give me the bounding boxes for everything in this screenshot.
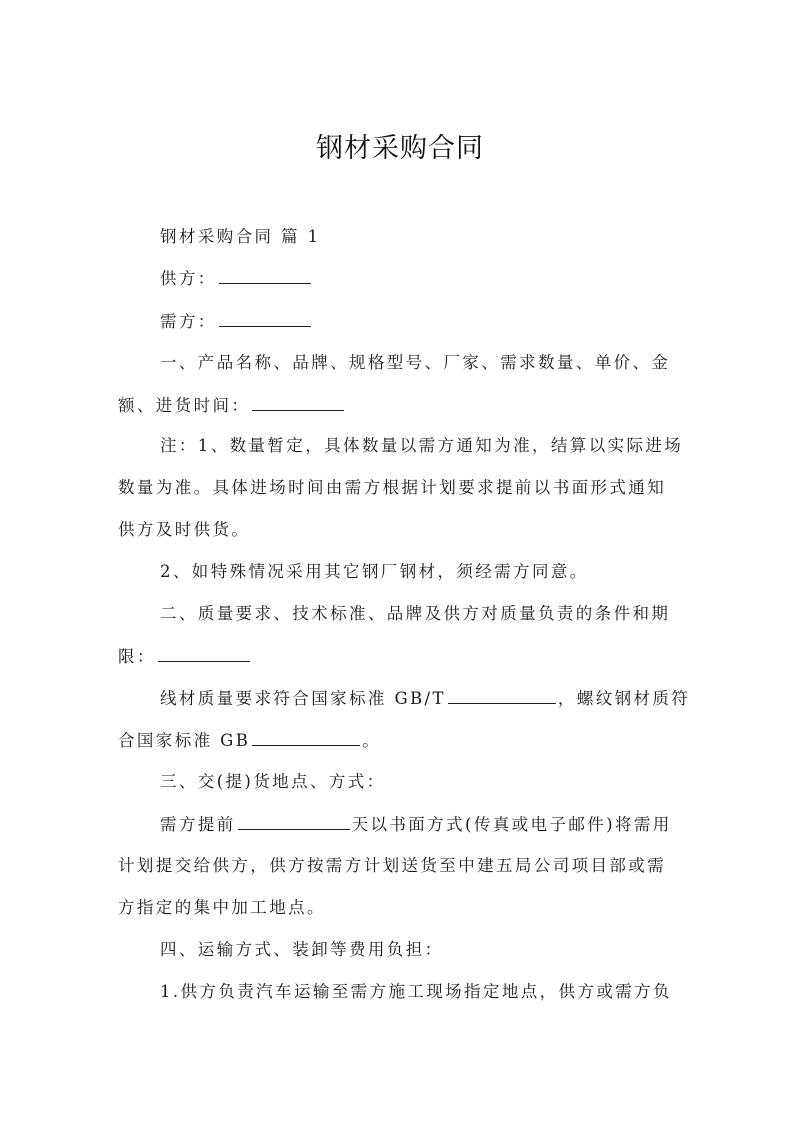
supplier-blank: [219, 267, 311, 284]
section3-line3: 方指定的集中加工地点。: [118, 898, 326, 917]
standard-text-c: 合国家标准 GB: [118, 731, 251, 750]
contract-heading: 钢材采购合同 篇 1: [160, 227, 321, 246]
document-title: 钢材采购合同: [316, 133, 484, 164]
section4-line1: 1.供方负责汽车运输至需方施工现场指定地点，供方或需方负: [160, 982, 672, 1001]
standard-text-d: 。: [362, 731, 382, 750]
buyer-label: 需方：: [160, 312, 217, 331]
section3-text-a: 需方提前: [160, 815, 236, 834]
note-line1: 注：1、数量暂定，具体数量以需方通知为准，结算以实际进场: [160, 436, 684, 455]
quality-period-blank: [158, 645, 250, 662]
section1-line2: [118, 394, 688, 417]
section1-text: 额、进货时间：: [118, 396, 251, 415]
buyer-blank: [219, 310, 311, 327]
standard-text-b: ，螺纹钢材质符: [557, 689, 691, 708]
section2-line2: [118, 645, 688, 668]
advance-days-blank: [238, 813, 350, 830]
buyer-line: [160, 310, 730, 333]
section3-line1: [160, 813, 730, 836]
section3-heading: 三、交(提)货地点、方式：: [160, 772, 386, 791]
section3-line2: 计划提交给供方，供方按需方计划送货至中建五局公司项目部或需: [118, 856, 667, 875]
note-line2: 数量为准。具体进场时间由需方根据计划要求提前以书面形式通知: [118, 478, 667, 497]
gb-standard-blank: [252, 729, 360, 746]
standard-line1: [160, 687, 730, 710]
delivery-time-blank: [252, 394, 344, 411]
gbt-standard-blank: [448, 687, 556, 704]
section1-line1: 一、产品名称、品牌、规格型号、厂家、需求数量、单价、金: [160, 353, 671, 372]
section4-heading: 四、运输方式、装卸等费用负担：: [160, 940, 444, 959]
note2-line: 2、如特殊情况采用其它钢厂钢材，须经需方同意。: [160, 562, 589, 581]
supplier-label: 供方：: [160, 269, 217, 288]
standard-line2: [118, 729, 688, 752]
supplier-line: [160, 267, 730, 290]
section2-text: 限：: [118, 647, 156, 666]
standard-text-a: 线材质量要求符合国家标准 GB/T: [160, 689, 446, 708]
section3-text-b: 天以书面方式(传真或电子邮件)将需用: [351, 815, 672, 834]
section2-line1: 二、质量要求、技术标准、品牌及供方对质量负责的条件和期: [160, 604, 671, 623]
note-line3: 供方及时供货。: [118, 520, 251, 539]
